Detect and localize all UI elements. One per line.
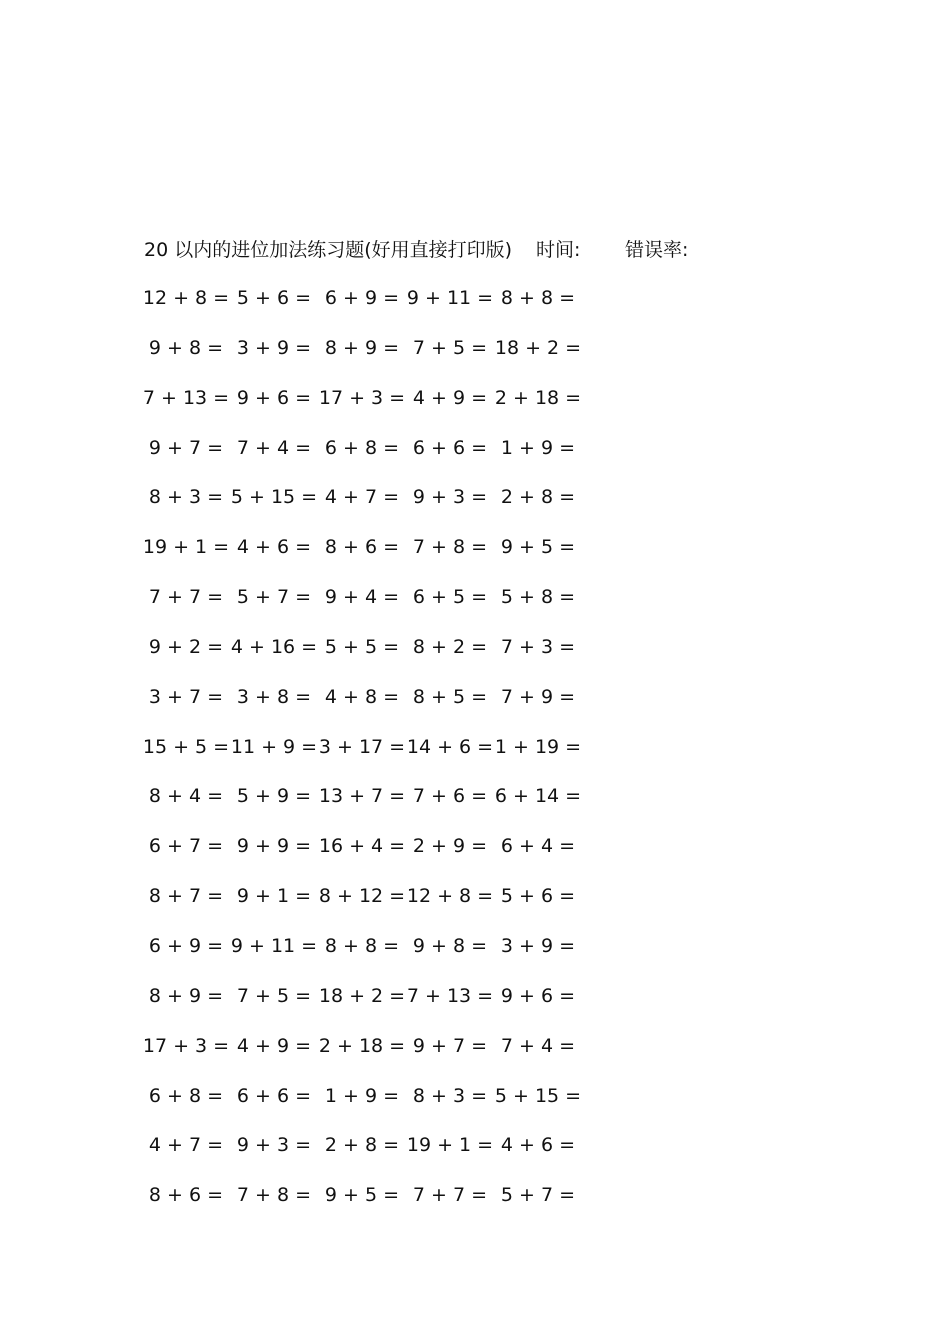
- problem-item: 2 + 18 =: [494, 386, 582, 409]
- problem-item: 3 + 8 =: [236, 685, 312, 708]
- problem-item: 6 + 9 =: [324, 287, 400, 309]
- problem-item: 6 + 6 =: [236, 1084, 312, 1107]
- problem-item: 4 + 16 =: [230, 635, 318, 658]
- problem-item: 8 + 7 =: [148, 885, 224, 908]
- problem-item: 7 + 7 =: [148, 586, 224, 609]
- problem-item: 1 + 9 =: [500, 436, 576, 459]
- problem-item: 4 + 9 =: [236, 1034, 312, 1057]
- problem-row: [142, 483, 612, 533]
- problem-item: 7 + 4 =: [236, 436, 312, 459]
- problem-row: [142, 434, 612, 484]
- problem-item: 18 + 2 =: [318, 984, 406, 1007]
- problem-item: 17 + 3 =: [318, 386, 406, 409]
- problem-item: 4 + 6 =: [500, 1134, 576, 1157]
- error-rate-label: 错误率:: [625, 239, 689, 261]
- problem-row: [142, 982, 612, 1032]
- problem-item: 9 + 5 =: [500, 536, 576, 559]
- problem-item: 6 + 4 =: [500, 835, 576, 858]
- problem-row: [142, 683, 612, 733]
- problem-item: 2 + 9 =: [412, 835, 488, 858]
- problem-item: 16 + 4 =: [318, 835, 406, 858]
- problem-item: 9 + 9 =: [236, 835, 312, 858]
- problem-grid: [142, 284, 612, 1231]
- problem-item: 15 + 5 =: [142, 735, 230, 758]
- problem-item: 5 + 6 =: [236, 287, 312, 309]
- problem-item: 2 + 8 =: [500, 486, 576, 509]
- worksheet-title: 20 以内的进位加法练习题(好用直接打印版): [144, 239, 513, 261]
- problem-item: 3 + 9 =: [500, 934, 576, 957]
- problem-item: 6 + 7 =: [148, 835, 224, 858]
- problem-item: 6 + 6 =: [412, 436, 488, 459]
- problem-item: 5 + 15 =: [230, 486, 318, 509]
- problem-item: 3 + 9 =: [236, 336, 312, 359]
- time-label: 时间:: [536, 239, 581, 261]
- problem-item: 4 + 7 =: [148, 1134, 224, 1157]
- problem-item: 19 + 1 =: [142, 536, 230, 559]
- problem-item: 9 + 2 =: [148, 635, 224, 658]
- problem-item: 17 + 3 =: [142, 1034, 230, 1057]
- problem-item: 6 + 9 =: [148, 934, 224, 957]
- problem-item: 5 + 6 =: [500, 885, 576, 908]
- problem-item: 5 + 15 =: [494, 1084, 582, 1107]
- problem-row: [142, 633, 612, 683]
- problem-row: [142, 384, 612, 434]
- problem-item: 8 + 3 =: [148, 486, 224, 509]
- problem-item: 7 + 5 =: [236, 984, 312, 1007]
- problem-item: 7 + 5 =: [412, 336, 488, 359]
- problem-row: [142, 1131, 612, 1181]
- problem-row: [142, 733, 612, 783]
- problem-item: 9 + 4 =: [324, 586, 400, 609]
- problem-item: 6 + 5 =: [412, 586, 488, 609]
- problem-item: 8 + 9 =: [324, 336, 400, 359]
- problem-item: 5 + 7 =: [500, 1184, 576, 1207]
- problem-item: 7 + 9 =: [500, 685, 576, 708]
- problem-item: 7 + 8 =: [236, 1184, 312, 1207]
- problem-item: 13 + 7 =: [318, 785, 406, 808]
- problem-row: [142, 533, 612, 583]
- problem-item: 9 + 3 =: [412, 486, 488, 509]
- problem-item: 6 + 8 =: [148, 1084, 224, 1107]
- problem-item: 7 + 4 =: [500, 1034, 576, 1057]
- problem-item: 7 + 7 =: [412, 1184, 488, 1207]
- problem-item: 6 + 14 =: [494, 785, 582, 808]
- problem-item: 9 + 1 =: [236, 885, 312, 908]
- problem-item: 9 + 3 =: [236, 1134, 312, 1157]
- problem-item: 7 + 6 =: [412, 785, 488, 808]
- problem-item: 9 + 8 =: [148, 336, 224, 359]
- problem-item: 11 + 9 =: [230, 735, 318, 758]
- problem-item: 8 + 2 =: [412, 635, 488, 658]
- problem-item: 6 + 8 =: [324, 436, 400, 459]
- problem-item: 8 + 9 =: [148, 984, 224, 1007]
- problem-item: 19 + 1 =: [406, 1134, 494, 1157]
- problem-item: 5 + 9 =: [236, 785, 312, 808]
- problem-row: [142, 284, 612, 334]
- problem-item: 9 + 11 =: [230, 934, 318, 957]
- problem-item: 4 + 7 =: [324, 486, 400, 509]
- problem-item: 8 + 8 =: [324, 934, 400, 957]
- problem-item: 8 + 6 =: [148, 1184, 224, 1207]
- problem-item: 9 + 7 =: [412, 1034, 488, 1057]
- problem-item: 7 + 3 =: [500, 635, 576, 658]
- problem-item: 8 + 3 =: [412, 1084, 488, 1107]
- problem-item: 12 + 8 =: [142, 287, 230, 309]
- problem-item: 7 + 13 =: [142, 386, 230, 409]
- problem-item: 4 + 6 =: [236, 536, 312, 559]
- problem-row: [142, 1181, 612, 1231]
- problem-item: 8 + 8 =: [500, 287, 576, 309]
- worksheet-header: [144, 236, 764, 264]
- problem-item: 2 + 8 =: [324, 1134, 400, 1157]
- problem-row: [142, 782, 612, 832]
- problem-item: 18 + 2 =: [494, 336, 582, 359]
- problem-item: 4 + 9 =: [412, 386, 488, 409]
- problem-item: 2 + 18 =: [318, 1034, 406, 1057]
- problem-item: 9 + 6 =: [500, 984, 576, 1007]
- problem-item: 9 + 8 =: [412, 934, 488, 957]
- problem-row: [142, 583, 612, 633]
- problem-row: [142, 932, 612, 982]
- problem-item: 9 + 7 =: [148, 436, 224, 459]
- problem-item: 9 + 11 =: [406, 287, 494, 309]
- problem-item: 7 + 8 =: [412, 536, 488, 559]
- problem-item: 7 + 13 =: [406, 984, 494, 1007]
- problem-item: 5 + 8 =: [500, 586, 576, 609]
- problem-item: 4 + 8 =: [324, 685, 400, 708]
- problem-row: [142, 1082, 612, 1132]
- problem-row: [142, 1032, 612, 1082]
- problem-item: 9 + 5 =: [324, 1184, 400, 1207]
- problem-item: 8 + 4 =: [148, 785, 224, 808]
- problem-item: 8 + 5 =: [412, 685, 488, 708]
- problem-item: 9 + 6 =: [236, 386, 312, 409]
- problem-item: 3 + 17 =: [318, 735, 406, 758]
- problem-row: [142, 882, 612, 932]
- problem-item: 1 + 19 =: [494, 735, 582, 758]
- problem-item: 8 + 12 =: [318, 885, 406, 908]
- problem-item: 8 + 6 =: [324, 536, 400, 559]
- problem-row: [142, 832, 612, 882]
- problem-item: 14 + 6 =: [406, 735, 494, 758]
- problem-row: [142, 334, 612, 384]
- problem-item: 1 + 9 =: [324, 1084, 400, 1107]
- problem-item: 3 + 7 =: [148, 685, 224, 708]
- problem-item: 12 + 8 =: [406, 885, 494, 908]
- problem-item: 5 + 7 =: [236, 586, 312, 609]
- problem-item: 5 + 5 =: [324, 635, 400, 658]
